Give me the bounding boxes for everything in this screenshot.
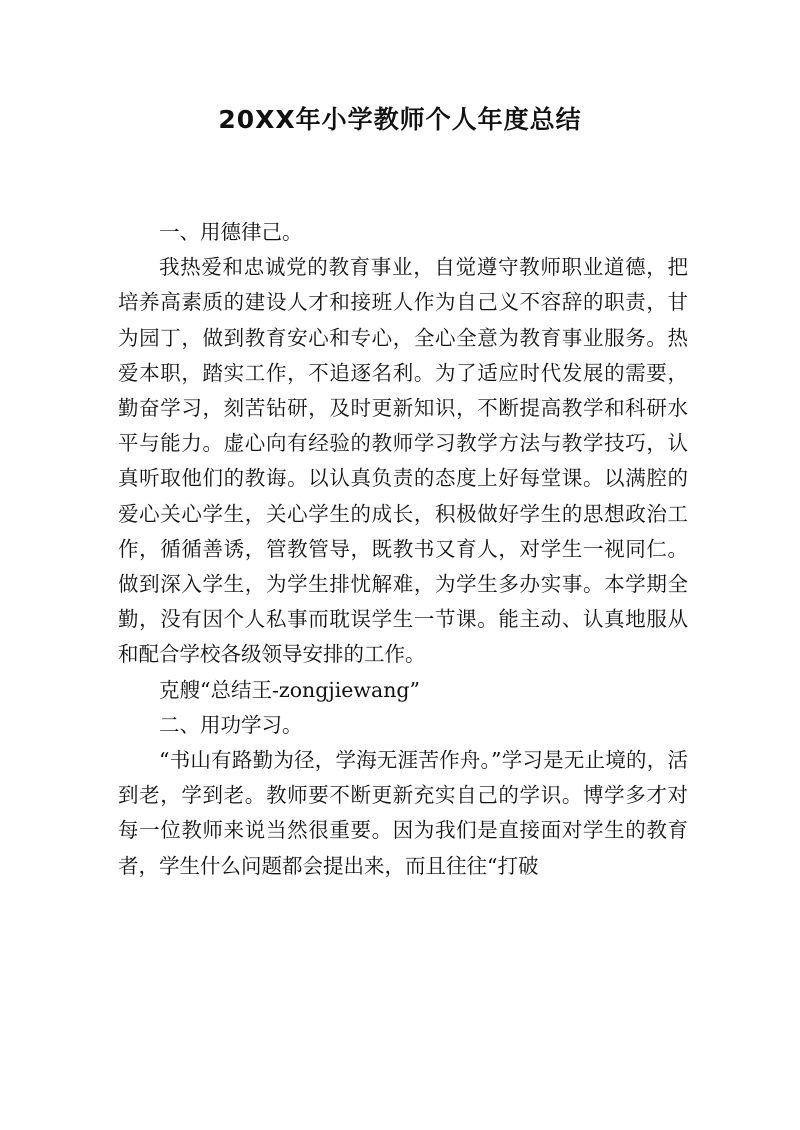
- paragraph-1: 我热爱和忠诚党的教育事业，自觉遵守教师职业道德，把培养高素质的建设人才和接班人作为自己义不容辞的职责，甘为园丁，做到教育安心和专心，全心全意为教育事业服务。热爱本职，踏实工作，不追逐名利。为了适应时代发展的需要，勤奋学习，刻苦钻研，及时更新知识，不断提高教学和科研水平与能力。虚心向有经验的教师学习教学方法与教学技巧，认真听取他们的教诲。以认真负责的态度上好每堂课。以满腔的爱心关心学生，关心学生的成长，积极做好学生的思想政治工作，循循善诱，管教管导，既教书又育人，对学生一视同仁。做到深入学生，为学生排忧解难，为学生多办实事。本学期全勤，没有因个人私事而耽误学生一节课。能主动、认真地服从和配合学校各级领导安排的工作。: [118, 255, 688, 667]
- document-body: [118, 215, 688, 884]
- section-heading-1: 一、用德律己。: [159, 220, 303, 244]
- document-title: 20XX年小学教师个人年度总结: [218, 105, 582, 134]
- paragraph-watermark: 克艘“总结王-zongjiewang”: [159, 677, 420, 702]
- section-heading-2: 二、用功学习。: [159, 712, 303, 737]
- paragraph-2: “书山有路勤为径，学海无涯苦作舟。”学习是无止境的，活到老，学到老。教师要不断更新充实自己的学识。博学多才对每一位教师来说当然很重要。因为我们是直接面对学生的教育者，学生什么问题都会提出来，而且往往“打破: [118, 748, 688, 878]
